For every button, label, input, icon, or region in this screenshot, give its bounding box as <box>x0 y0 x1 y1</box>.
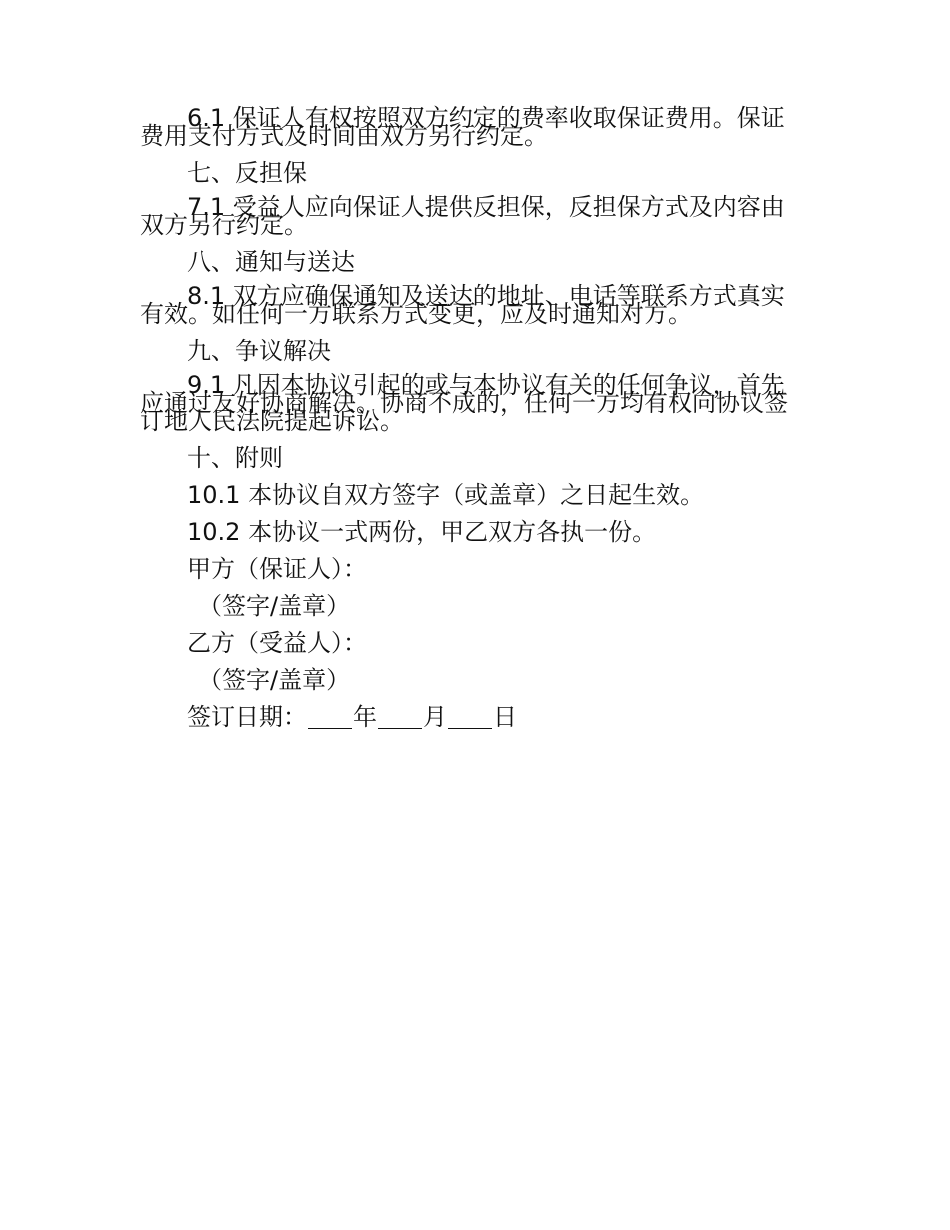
day-blank <box>448 708 492 729</box>
clause-10-2: 10.2 本协议一式两份，甲乙双方各执一份。 <box>187 518 657 546</box>
signing-date-label: 签订日期： <box>187 703 307 731</box>
month-label: 月 <box>423 703 447 731</box>
heading-9: 九、争议解决 <box>187 337 331 365</box>
party-b-signature: （签字/盖章） <box>198 666 351 694</box>
document-body <box>140 104 805 742</box>
month-blank <box>378 708 422 729</box>
clause-7-1: 7.1 受益人应向保证人提供反担保，反担保方式及内容由双方另行约定。 <box>140 193 785 239</box>
day-label: 日 <box>493 703 517 731</box>
clause-6-1: 6.1 保证人有权按照双方约定的费率收取保证费用。保证费用支付方式及时间由双方另行约定。 <box>140 104 785 150</box>
heading-7: 七、反担保 <box>187 159 307 187</box>
party-b-label: 乙方（受益人）： <box>187 629 367 657</box>
signing-date <box>140 705 805 729</box>
clause-9-1: 9.1 凡因本协议引起的或与本协议有关的任何争议，首先应通过友好协商解决。协商不成的，任何一方均有权向协议签订地人民法院提起诉讼。 <box>140 371 788 435</box>
clause-8-1: 8.1 双方应确保通知及送达的地址、电话等联系方式真实有效。如任何一方联系方式变更，应及时通知对方。 <box>140 282 785 328</box>
year-label: 年 <box>353 703 377 731</box>
clause-10-1: 10.1 本协议自双方签字（或盖章）之日起生效。 <box>187 481 705 509</box>
heading-10: 十、附则 <box>187 444 283 472</box>
heading-8: 八、通知与送达 <box>187 248 355 276</box>
party-a-label: 甲方（保证人）： <box>187 555 367 583</box>
year-blank <box>308 708 352 729</box>
party-a-signature: （签字/盖章） <box>198 592 351 620</box>
